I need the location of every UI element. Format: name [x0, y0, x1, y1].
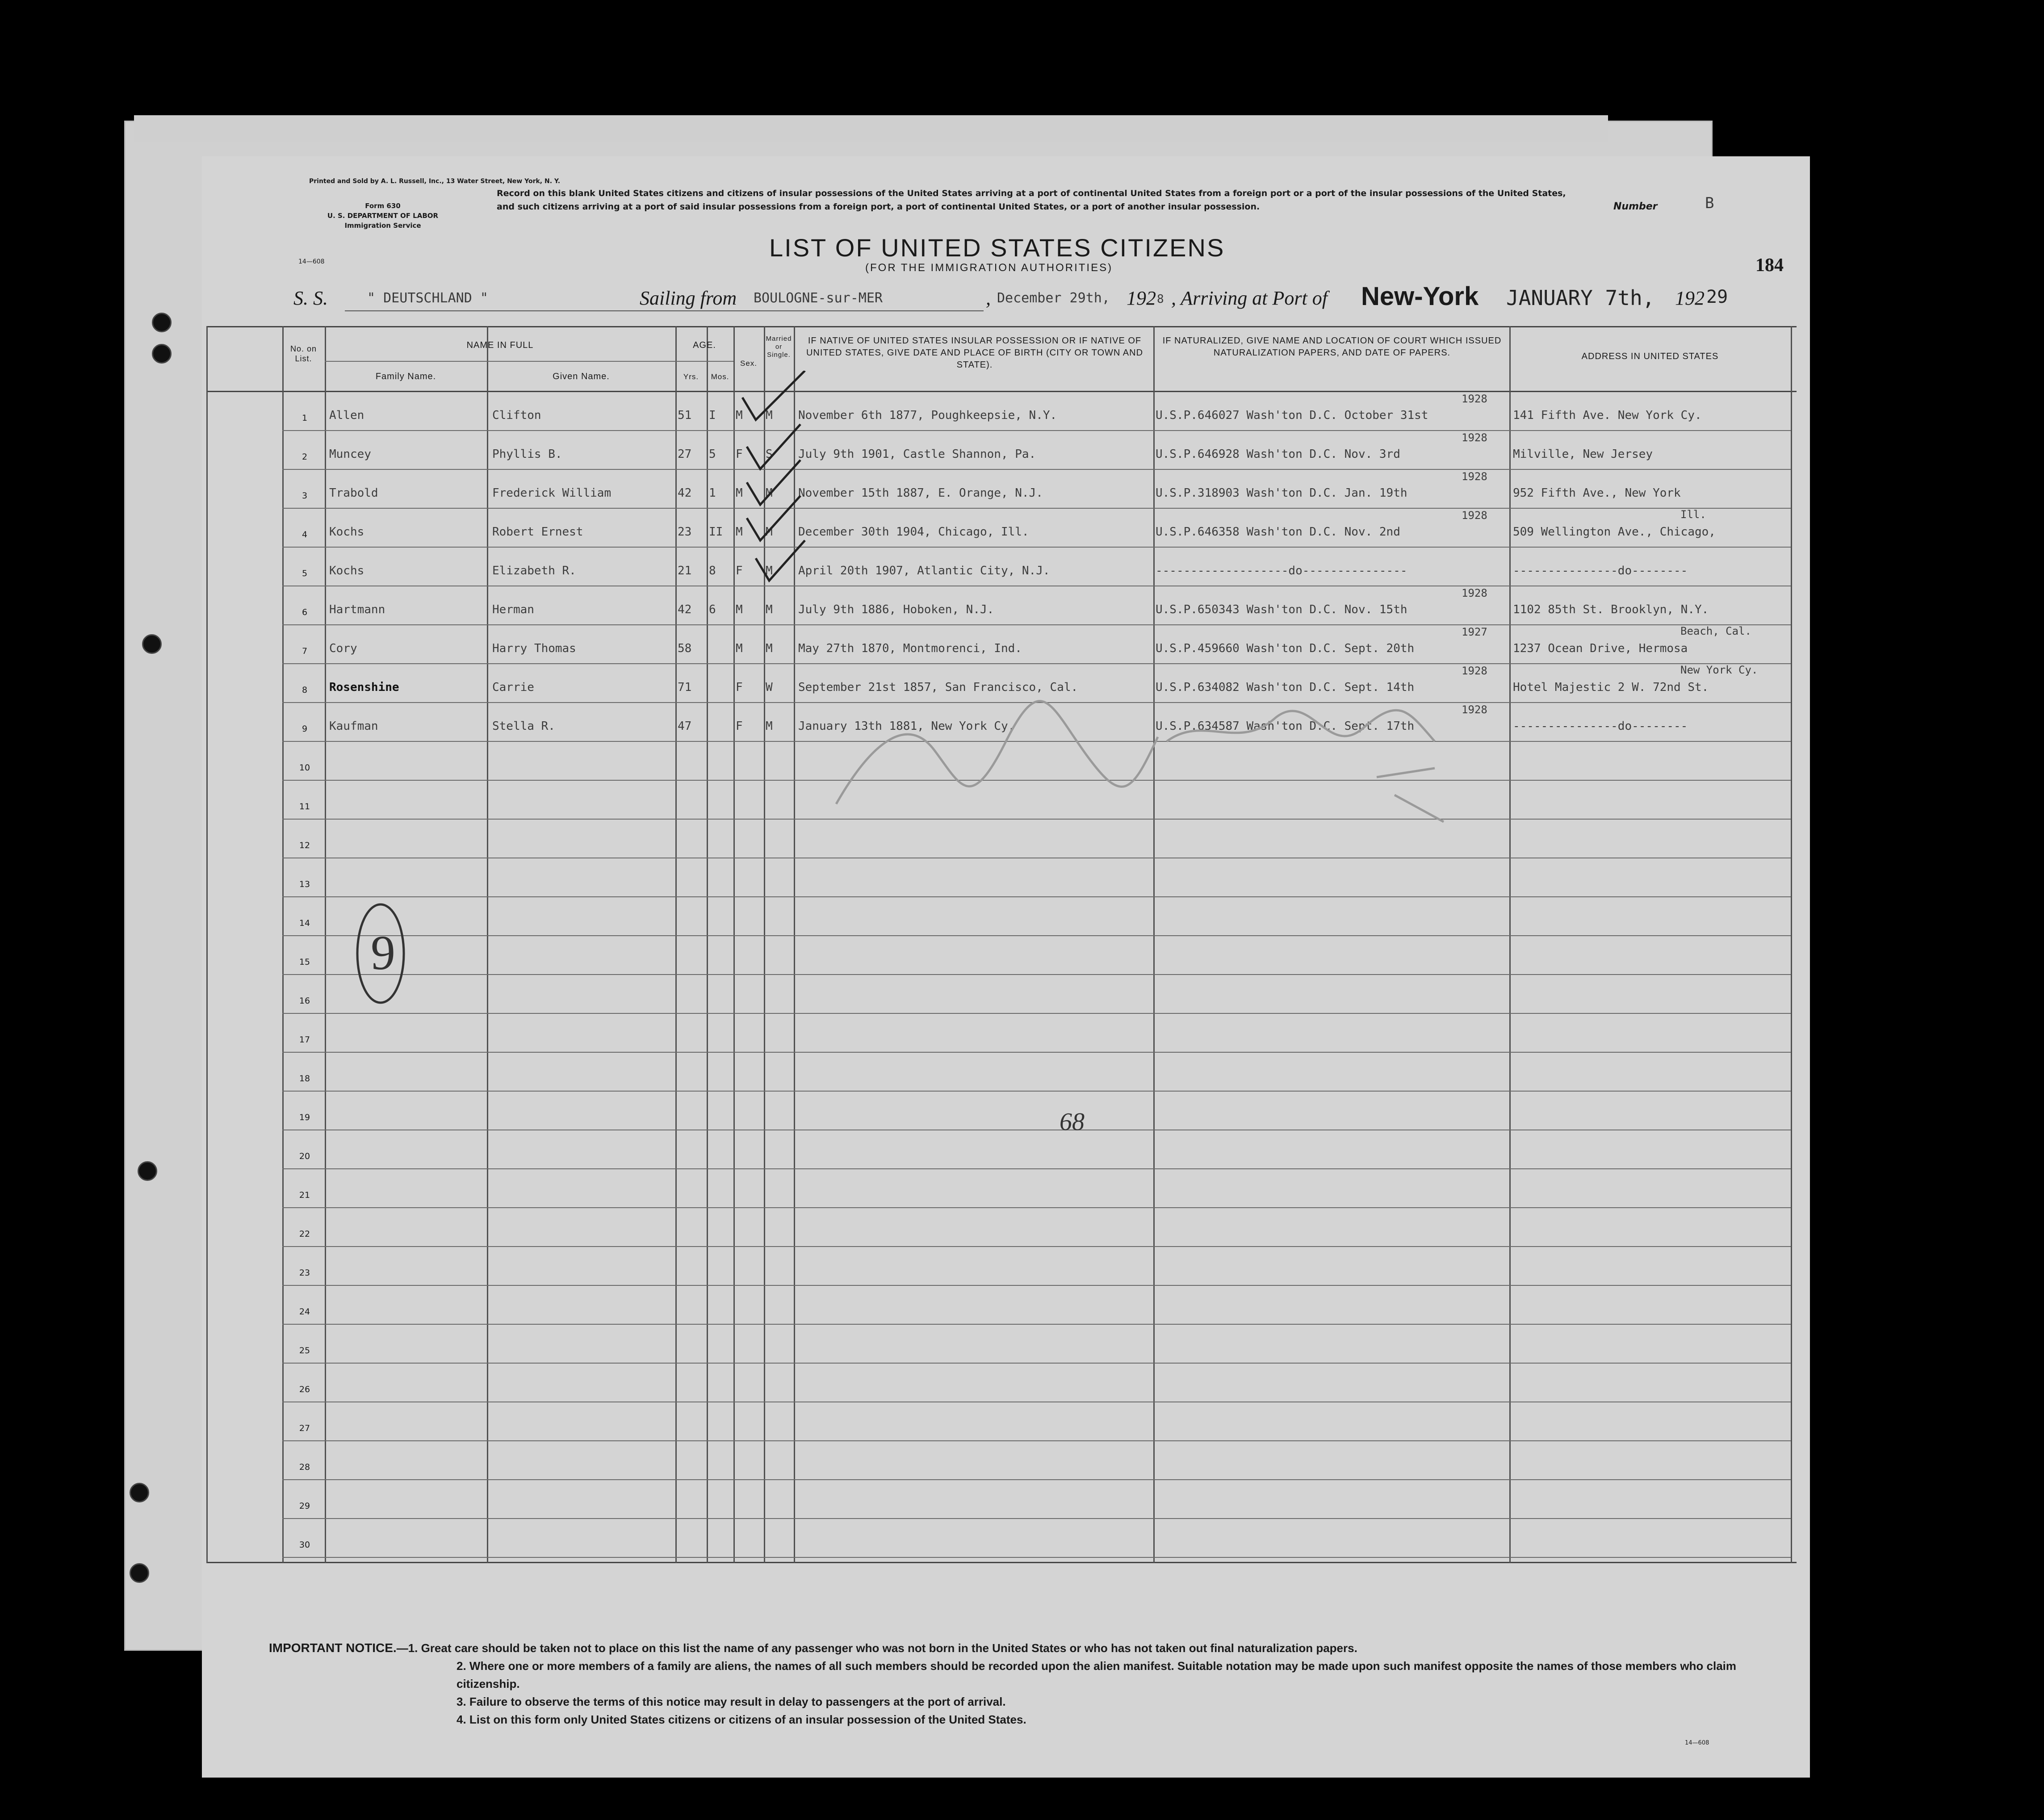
row-number: 30	[299, 1540, 310, 1550]
cell-address: 509 Wellington Ave., Chicago,	[1513, 525, 1716, 539]
row-number: 16	[299, 996, 310, 1006]
binder-hole	[130, 1483, 149, 1502]
cell-papers: U.S.P.650343 Wash'ton D.C. Nov. 15th	[1156, 603, 1407, 616]
arrival-year-prefix: 192	[1675, 287, 1705, 309]
col-line	[325, 326, 326, 1563]
cell-yrs: 23	[678, 525, 692, 539]
cell-family: Allen	[329, 409, 364, 422]
cell-papers-year: 1928	[1462, 587, 1487, 599]
page-mark: 68	[1060, 1108, 1085, 1136]
row-number: 14	[299, 918, 310, 928]
cell-birth: July 9th 1901, Castle Shannon, Pa.	[798, 448, 1036, 461]
cell-papers-year: 1928	[1462, 470, 1487, 483]
cell-papers: U.S.P.459660 Wash'ton D.C. Sept. 20th	[1156, 642, 1415, 655]
row-number: 23	[299, 1268, 310, 1278]
cell-address-continued: Beach, Cal.	[1680, 625, 1751, 637]
row-rule	[282, 974, 1791, 975]
cell-married: M	[766, 642, 773, 655]
record-note: Record on this blank United States citizens and citizens of insular possessions of the United States arriving at a port of continental United States from a foreign port or a port of the insular possessions of the United States, and such citizens arriving at a port of said insular possessions from a foreign port, a port of continental United States, or a port of another insular possession.	[497, 188, 1566, 212]
row-rule	[282, 1557, 1791, 1558]
row-number: 12	[299, 841, 310, 850]
header-age: AGE.	[693, 340, 716, 350]
printer-credit: Printed and Sold by A. L. Russell, Inc., 13 Water Street, New York, N. Y.	[309, 178, 561, 185]
header-address: ADDRESS IN UNITED STATES	[1581, 351, 1719, 361]
sail-year-suffix: 8	[1157, 293, 1164, 306]
col-line	[282, 326, 284, 1563]
row-rule	[282, 1168, 1791, 1169]
cell-family: Cory	[329, 642, 357, 655]
cell-sex: M	[736, 603, 743, 616]
arrival-port: New-York	[1361, 282, 1479, 311]
row-rule	[282, 1091, 1791, 1092]
binder-hole	[152, 313, 172, 332]
row-rule	[282, 547, 1791, 548]
ss-label: S. S.	[293, 287, 328, 309]
clerk-signature	[818, 688, 1488, 835]
row-number: 21	[299, 1190, 310, 1200]
cell-address-continued: New York Cy.	[1680, 664, 1758, 676]
col-line	[707, 326, 708, 1563]
notice-item-3: 3. Failure to observe the terms of this notice may result in delay to passengers at the port of arrival.	[457, 1695, 1006, 1708]
cell-address: 952 Fifth Ave., New York	[1513, 486, 1681, 500]
row-number: 24	[299, 1307, 310, 1317]
number-value: B	[1705, 194, 1714, 212]
row-number: 18	[299, 1074, 310, 1084]
manifest-page: Printed and Sold by A. L. Russell, Inc., 13 Water Street, New York, N. Y. Form 630 U. S. DEPARTMENT OF LABOR Immigration Service 14—608 Record on this blank United States citizens and citizens of insular possessions of the United States arriving at a port of continental United States from a foreign port or a port of the insular possessions of the United States, and such citizens arriving at a port of said insular possessions from a foreign port, a port of continental United States, or a port of another insular possession. Number B LIST OF UNITED STATES CITIZENS (FOR THE IMMIGRATION AUTHORITIES) 184 S. S. " DEUTSCHLAND " Sailing from BOULOGNE-sur-MER , December 29th, 192 8 , Arriving at Port of New-York JANUARY 7th, 192 29 No. on List. NAME IN FULL Family Name. Given Name. AGE. Yrs. Mos. Sex. Married or Single. IF NATIVE OF UNITED STATES INSULAR POSSESSION OR IF NATIVE OF UNITED STATES, GIVE DATE AND PLACE OF BIRTH (CITY OR TOWN AND STATE). IF NATURALIZED, GIVE NAME AND LOCATION OF COURT WHICH ISSUED NATURALIZATION PAPERS, AND DATE OF PAPERS. ADDRESS IN UNITED STATES 1 2 3 4 5 6 7 8 9 10 11 12 13 14 15 16 17 18 19 20 21 22 23 24 25 26 27 28 29 30 Allen Clifton 51 I M M November 6th 1877, Poughkeepsie, N.Y. U.S.P.646027 Wash'ton D.C. October 31st 141 Fifth Ave. New York Cy. 1928 Muncey Phyllis B. 27 5 F S July 9th 1901, Castle Shannon, Pa. U.S.P.646928 Wash'ton D.C. Nov. 3rd Milville, New Jersey 1928 Trabold Frederick William 42 1 M M November 15th 1887, E. Orange, N.J. U.S.P.318903 Wash'ton D.C. Jan. 19th 952 Fifth Ave., New York 1928 Kochs Robert Ernest 23 II M M December 30th 1904, Chicago, Ill. U.S.P.646358 Wash'ton D.C. Nov. 2nd 509 Wellington Ave., Chicago, 1928 Ill. Kochs Elizabeth R. 21 8 F M April 20th 1907, Atlantic City, N.J. -------------------do--------------- ---------------do-------- Hartmann Herman 42 6 M M July 9th 1886, Hoboken, N.J. U.S.P.650343 Wash'ton D.C. Nov. 15th 1102 85th St. Brooklyn, N.Y. 1928 Cory Harry Thomas 58 M M May 27th 1870, Montmorenci, Ind. U.S.P.459660 Wash'ton D.C. Sept. 20th 1237 Ocean Drive, Hermosa 1927 Beach, Cal. Rosenshine Carrie 71 F W September 21st 1857, San Francisco, Cal. U.S.P.634082 Wash'ton D.C. Sept. 14th Hotel Majestic 2 W. 72nd St. 1928 New York Cy. Kaufman Stella R. 47 F M January 13th 1881, New York Cy. U.S.P.634587 Wash'ton D.C. Sept. 17th ---------------do-------- 1928 9 68 IMPORTANT NOTICE. —1. Great care should be taken not to place on this list the name of any passenger who was not born in the United States or who has not taken out final naturalization papers. 2. Where one or more members of a family are aliens, the names of all such members should be recorded upon the alien manifest. Suitable notation may be made upon such manifest opposite the names of those members who claim citizenship. 3. Failure to observe the terms of this notice may result in delay to passengers at the port of arrival. 4. List on this form only United States citizens or citizens of an insular possession of the United States. 14—608	[202, 156, 1810, 1778]
binder-hole	[152, 344, 172, 364]
cell-mos: 5	[709, 448, 716, 461]
arrival-year-suffix: 29	[1706, 287, 1728, 307]
cell-given: Robert Ernest	[492, 525, 583, 539]
row-rule	[282, 935, 1791, 936]
passenger-table	[206, 326, 1797, 1563]
cell-yrs: 42	[678, 486, 692, 500]
cell-yrs: 42	[678, 603, 692, 616]
header-birth: IF NATIVE OF UNITED STATES INSULAR POSSESSION OR IF NATIVE OF UNITED STATES, GIVE DATE AND PLACE OF BIRTH (CITY OR TOWN AND STATE).	[806, 336, 1143, 370]
header-no-on-list: No. on List.	[290, 344, 317, 363]
cell-married: M	[766, 409, 773, 422]
cell-family: Hartmann	[329, 603, 385, 616]
cell-mos: I	[709, 409, 716, 422]
bottom-form-code: 14—608	[1685, 1740, 1709, 1746]
row-number: 3	[302, 491, 308, 501]
circled-count: 9	[371, 925, 395, 980]
cell-given: Herman	[492, 603, 534, 616]
cell-mos: 6	[709, 603, 716, 616]
cell-sex: M	[736, 409, 743, 422]
header-yrs: Yrs.	[683, 372, 699, 381]
cell-sex: F	[736, 448, 743, 461]
form-code: 14—608	[298, 258, 325, 265]
arrival-date: JANUARY 7th,	[1506, 286, 1655, 310]
row-number: 19	[299, 1113, 310, 1122]
row-number: 25	[299, 1346, 310, 1356]
table-header-bottom	[206, 391, 1797, 392]
row-number: 15	[299, 957, 310, 967]
cell-papers: U.S.P.646928 Wash'ton D.C. Nov. 3rd	[1156, 448, 1400, 461]
cell-papers: U.S.P.646027 Wash'ton D.C. October 31st	[1156, 409, 1428, 422]
row-rule	[282, 1479, 1791, 1480]
header-naturalized: IF NATURALIZED, GIVE NAME AND LOCATION OF COURT WHICH ISSUED NATURALIZATION PAPERS, AND DATE OF PAPERS.	[1162, 336, 1502, 358]
cell-given: Stella R.	[492, 720, 555, 733]
cell-family: Trabold	[329, 486, 378, 500]
cell-birth: December 30th 1904, Chicago, Ill.	[798, 525, 1029, 539]
row-number: 28	[299, 1462, 310, 1472]
cell-sex: F	[736, 681, 743, 694]
sailing-underline	[751, 310, 984, 311]
col-line	[487, 326, 488, 1563]
cell-yrs: 58	[678, 642, 692, 655]
cell-mos: 8	[709, 564, 716, 577]
row-number: 9	[302, 724, 308, 734]
cell-birth: July 9th 1886, Hoboken, N.J.	[798, 603, 994, 616]
cell-married: M	[766, 525, 773, 539]
cell-birth: May 27th 1870, Montmorenci, Ind.	[798, 642, 1022, 655]
binder-hole	[142, 634, 162, 654]
header-name-in-full: NAME IN FULL	[466, 340, 534, 350]
row-number: 10	[299, 763, 310, 773]
cell-papers: U.S.P.634082 Wash'ton D.C. Sept. 14th	[1156, 681, 1415, 694]
cell-mos: II	[709, 525, 723, 539]
cell-family: Rosenshine	[329, 681, 399, 694]
page-subtitle: (FOR THE IMMIGRATION AUTHORITIES)	[865, 262, 1113, 274]
cell-yrs: 47	[678, 720, 692, 733]
cell-papers: U.S.P.646358 Wash'ton D.C. Nov. 2nd	[1156, 525, 1400, 539]
cell-address: 1102 85th St. Brooklyn, N.Y.	[1513, 603, 1709, 616]
service: Immigration Service	[344, 222, 421, 230]
col-line	[675, 326, 677, 1563]
header-sex: Sex.	[740, 359, 758, 368]
row-rule	[282, 1324, 1791, 1325]
notice-item-1: —1. Great care should be taken not to place on this list the name of any passenger who was not born in the United States or who has not taken out final naturalization papers.	[396, 1641, 1357, 1655]
notice-lead: IMPORTANT NOTICE.	[269, 1641, 397, 1655]
row-number: 27	[299, 1423, 310, 1433]
cell-address: Milville, New Jersey	[1513, 448, 1653, 461]
row-number: 13	[299, 879, 310, 889]
cell-address-continued: Ill.	[1680, 508, 1706, 521]
row-rule	[282, 1207, 1791, 1208]
col-line	[1509, 326, 1511, 1563]
cell-birth: November 15th 1887, E. Orange, N.J.	[798, 486, 1043, 500]
header-married: Married or Single.	[766, 335, 792, 359]
sail-year-prefix: 192	[1127, 287, 1156, 309]
row-rule	[282, 1363, 1791, 1364]
col-line	[1791, 326, 1792, 1563]
subheader-line	[325, 361, 675, 362]
row-rule	[282, 430, 1791, 431]
binder-hole	[130, 1563, 149, 1583]
arriving-label: , Arriving at Port of	[1171, 287, 1328, 309]
cell-papers: U.S.P.634587 Wash'ton D.C. Sept. 17th	[1156, 720, 1415, 733]
cell-address: ---------------do--------	[1513, 720, 1688, 733]
row-number: 22	[299, 1229, 310, 1239]
row-rule	[282, 1246, 1791, 1247]
cell-sex: M	[736, 525, 743, 539]
cell-family: Kochs	[329, 525, 364, 539]
row-number: 6	[302, 607, 308, 617]
row-number: 17	[299, 1035, 310, 1045]
cell-yrs: 21	[678, 564, 692, 577]
cell-papers-year: 1928	[1462, 703, 1487, 716]
check-marks	[729, 371, 836, 594]
row-number: 29	[299, 1501, 310, 1511]
cell-address: Hotel Majestic 2 W. 72nd St.	[1513, 681, 1709, 694]
cell-papers-year: 1928	[1462, 509, 1487, 522]
important-notice	[269, 1639, 1752, 1728]
cell-family: Kaufman	[329, 720, 378, 733]
subheader-line	[675, 361, 733, 362]
notice-item-2: 2. Where one or more members of a family are aliens, the names of all such members should be recorded upon the alien manifest. Suitable notation may be made upon such manifest opposite the names of those members who claim citizenship.	[457, 1659, 1737, 1690]
row-rule	[282, 624, 1791, 625]
header-given-name: Given Name.	[553, 372, 610, 381]
cell-yrs: 27	[678, 448, 692, 461]
form-identity	[316, 201, 450, 230]
cell-family: Muncey	[329, 448, 371, 461]
cell-yrs: 51	[678, 409, 692, 422]
number-label: Number	[1613, 201, 1658, 212]
row-number: 2	[302, 452, 308, 462]
cell-married: M	[766, 720, 773, 733]
col-line	[206, 326, 208, 1563]
cell-given: Harry Thomas	[492, 642, 576, 655]
row-rule	[282, 1052, 1791, 1053]
cell-papers-year: 1928	[1462, 393, 1487, 405]
row-rule	[282, 896, 1791, 897]
page-title: LIST OF UNITED STATES CITIZENS	[769, 234, 1225, 262]
row-rule	[282, 1440, 1791, 1441]
row-number: 7	[302, 646, 308, 656]
row-number: 20	[299, 1151, 310, 1161]
cell-yrs: 71	[678, 681, 692, 694]
cell-address: 141 Fifth Ave. New York Cy.	[1513, 409, 1702, 422]
cell-family: Kochs	[329, 564, 364, 577]
cell-birth: September 21st 1857, San Francisco, Cal.	[798, 681, 1078, 694]
cell-papers-year: 1927	[1462, 626, 1487, 638]
cell-sex: M	[736, 642, 743, 655]
cell-given: Frederick William	[492, 486, 612, 500]
row-number: 1	[302, 413, 308, 423]
cell-married: M	[766, 603, 773, 616]
row-number: 26	[299, 1385, 310, 1394]
cell-papers-year: 1928	[1462, 431, 1487, 444]
header-mos: Mos.	[711, 372, 729, 381]
row-rule	[282, 469, 1791, 470]
sailing-port: BOULOGNE-sur-MER	[754, 290, 883, 306]
sheet-number: 184	[1755, 255, 1784, 276]
cell-mos: 1	[709, 486, 716, 500]
cell-married: W	[766, 681, 773, 694]
department: U. S. DEPARTMENT OF LABOR	[327, 212, 439, 220]
row-rule	[282, 1285, 1791, 1286]
background-sheet-edge	[134, 115, 1608, 142]
sailing-label: Sailing from	[640, 287, 737, 309]
cell-given: Elizabeth R.	[492, 564, 576, 577]
notice-item-4: 4. List on this form only United States citizens or citizens of an insular possession of the United States.	[457, 1713, 1026, 1726]
cell-sex: M	[736, 486, 743, 500]
cell-papers: -------------------do---------------	[1156, 564, 1407, 577]
cell-address: 1237 Ocean Drive, Hermosa	[1513, 642, 1688, 655]
cell-married: M	[766, 486, 773, 500]
cell-address: ---------------do--------	[1513, 564, 1688, 577]
header-family-name: Family Name.	[375, 372, 436, 381]
row-rule	[282, 663, 1791, 664]
table-bottom-border	[206, 1562, 1797, 1563]
cell-given: Phyllis B.	[492, 448, 562, 461]
row-number: 11	[299, 802, 310, 812]
row-number: 5	[302, 569, 308, 578]
cell-given: Carrie	[492, 681, 534, 694]
row-rule	[282, 1013, 1791, 1014]
col-line	[1153, 326, 1155, 1563]
row-rule	[282, 508, 1791, 509]
cell-papers: U.S.P.318903 Wash'ton D.C. Jan. 19th	[1156, 486, 1407, 500]
cell-married: M	[766, 564, 773, 577]
circled-count-mark	[349, 898, 412, 1009]
cell-birth: January 13th 1881, New York Cy.	[798, 720, 1015, 733]
cell-birth: November 6th 1877, Poughkeepsie, N.Y.	[798, 409, 1057, 422]
cell-married: S	[766, 448, 773, 461]
binder-hole	[138, 1161, 157, 1181]
row-number: 8	[302, 685, 308, 695]
table-top-border	[206, 326, 1797, 327]
row-rule	[282, 1518, 1791, 1519]
ship-name: " DEUTSCHLAND "	[367, 290, 488, 306]
cell-sex: F	[736, 564, 743, 577]
row-number: 4	[302, 530, 308, 540]
cell-birth: April 20th 1907, Atlantic City, N.J.	[798, 564, 1050, 577]
cell-given: Clifton	[492, 409, 541, 422]
form-number: Form 630	[365, 202, 401, 210]
sail-date: December 29th,	[997, 290, 1110, 306]
cell-sex: F	[736, 720, 743, 733]
cell-papers-year: 1928	[1462, 665, 1487, 677]
